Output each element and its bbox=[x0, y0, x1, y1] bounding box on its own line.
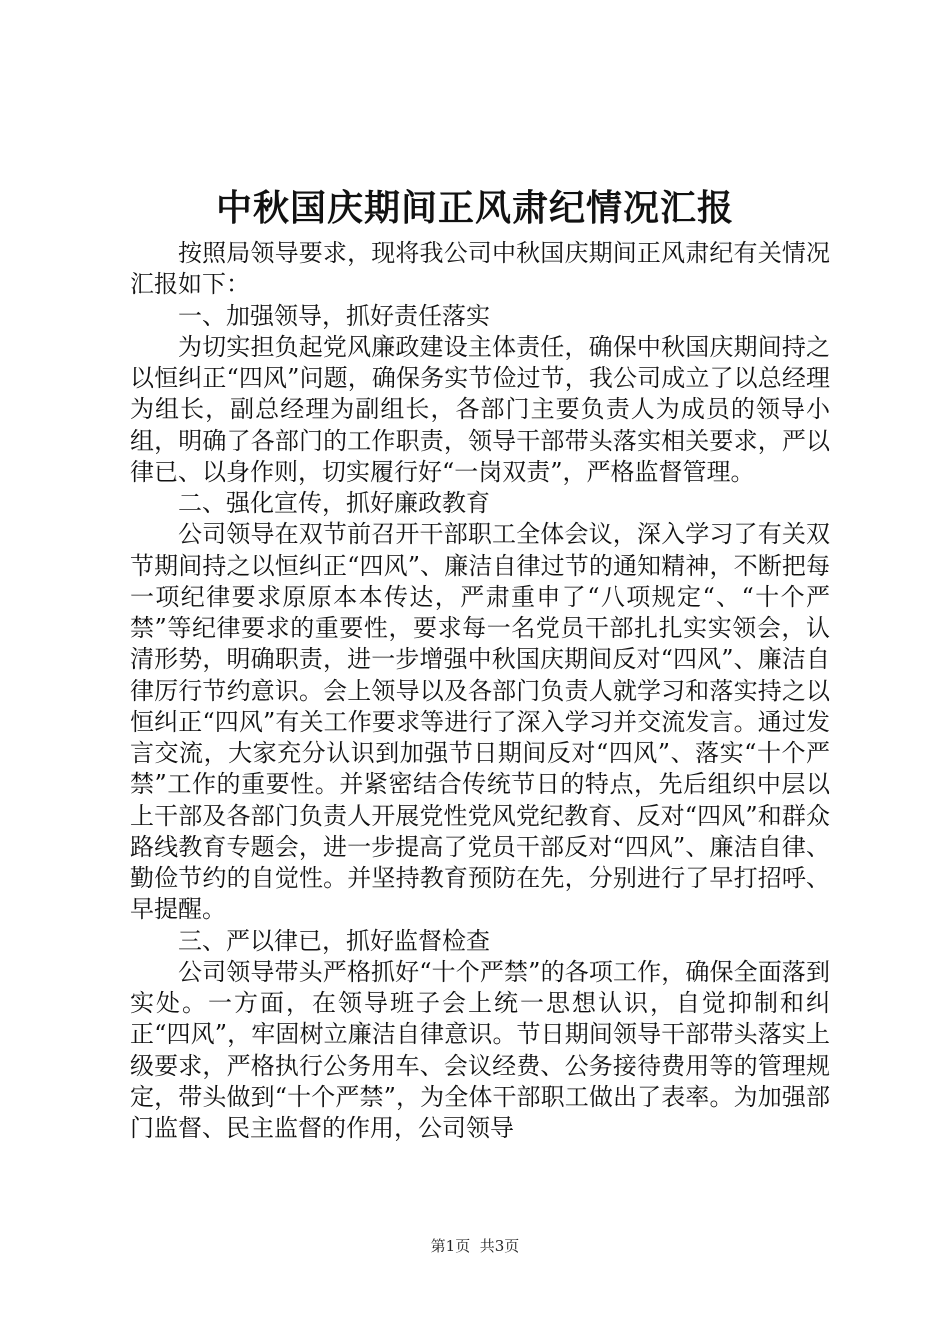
section-paragraph-1: 为切实担负起党风廉政建设主体责任，确保中秋国庆期间持之以恒纠正“四风”问题，确保务实节俭过节，我公司成立了以总经理为组长，副总经理为副组长，各部门主要负责人为成员的领导小组，明确了各部门的工作职责，领导干部带头落实相关要求，严以律已、以身作则，切实履行好“一岗双责”，严格监督管理。 bbox=[130, 332, 830, 486]
intro-paragraph: 按照局领导要求，现将我公司中秋国庆期间正风肃纪有关情况汇报如下： bbox=[130, 239, 830, 299]
footer-separator bbox=[470, 1237, 480, 1255]
document-title: 中秋国庆期间正风肃纪情况汇报 bbox=[215, 187, 734, 229]
section-heading-2: 二、强化宣传，抓好廉政教育 bbox=[178, 489, 490, 517]
section-heading-3: 三、严以律已，抓好监督检查 bbox=[178, 926, 490, 955]
page-number: 第1页 bbox=[430, 1237, 471, 1255]
section-heading-1: 一、加强领导，抓好责任落实 bbox=[178, 301, 490, 330]
page-footer bbox=[0, 1236, 950, 1256]
page-total: 共3页 bbox=[479, 1237, 520, 1255]
section-paragraph-3: 公司领导带头严格抓好“十个严禁”的各项工作，确保全面落到实处。一方面，在领导班子会上统一思想认识，自觉抑制和纠正“四风”，牢固树立廉洁自律意识。节日期间领导干部带头落实上级要求，严格执行公务用车、会议经费、公务接待费用等的管理规定，带头做到“十个严禁”，为全体干部职工做出了表率。为加强部门监督、民主监督的作用，公司领导 bbox=[130, 957, 830, 1142]
section-paragraph-2: 公司领导在双节前召开干部职工全体会议，深入学习了有关双节期间持之以恒纠正“四风”、廉洁自律过节的通知精神，不断把每一项纪律要求原原本本传达，严肃重申了“八项规定“、“十个严禁”等纪律要求的重要性，要求每一名党员干部扎扎实实领会，认清形势，明确职责，进一步增强中秋国庆期间反对“四风”、廉洁自律厉行节约意识。会上领导以及各部门负责人就学习和落实持之以恒纠正“四风”有关工作要求等进行了深入学习并交流发言。通过发言交流，大家充分认识到加强节日期间反对“四风”、落实“十个严禁”工作的重要性。并紧密结合传统节日的特点，先后组织中层以上干部及各部门负责人开展党性党风党纪教育、反对“四风”和群众路线教育专题会，进一步提高了党员干部反对“四风”、廉洁自律、勤俭节约的自觉性。并坚持教育预防在先，分别进行了早打招呼、早提醒。 bbox=[130, 520, 830, 924]
document-body bbox=[130, 238, 830, 1144]
